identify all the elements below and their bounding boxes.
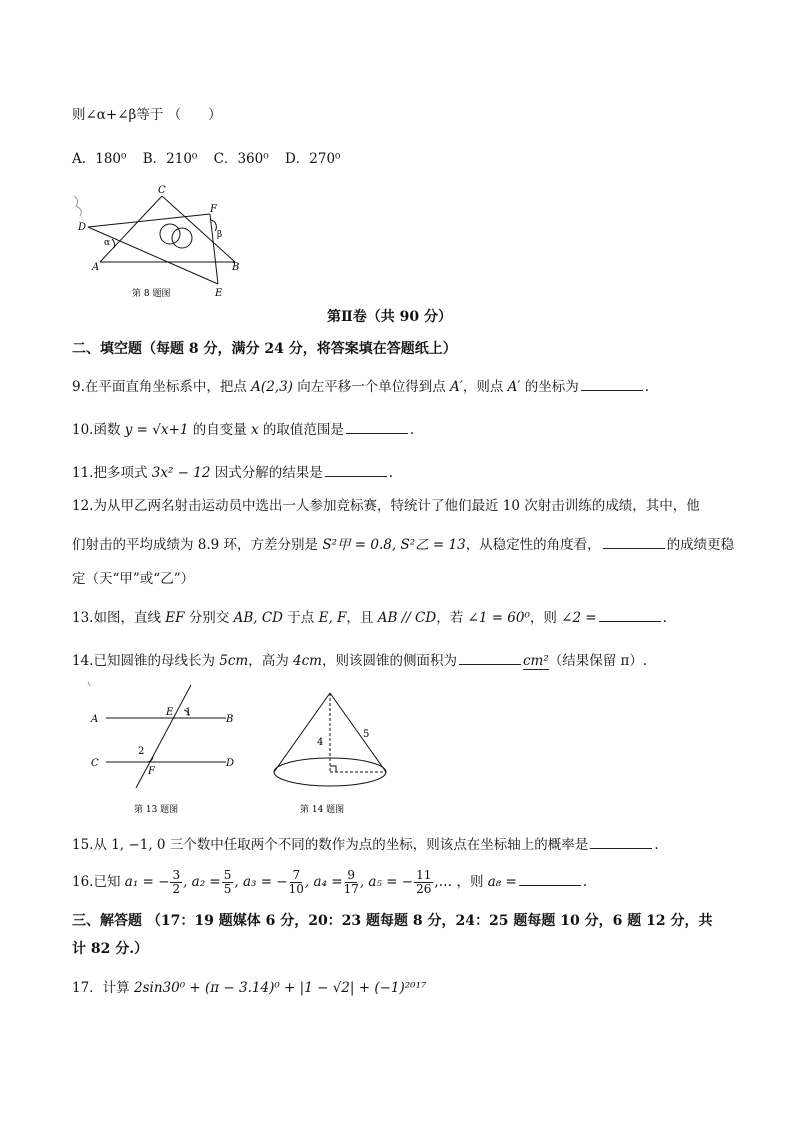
q16-period: . [582,874,588,890]
question-10 [72,419,414,439]
q13-parallel: AB // CD [377,610,437,626]
label-2: 2 [138,746,145,757]
q16-a5: , a₅ = − [359,874,414,890]
figure-13 [86,680,246,820]
label-a: A [91,714,99,725]
q15-text-2: 三个数中任取两个不同的数作为点的坐标，则该点在坐标轴上的概率是 [165,837,589,853]
q16-frac-5 [414,869,433,896]
q14-text-4: （结果保留 π）. [548,653,648,669]
q10-period: . [409,422,415,438]
section3-title-line-1: 三、解答题 （17：19 题媒体 6 分，20：23 题每题 8 分，24：25 题每题 10 分，6 题 12 分，共 [72,913,713,929]
frac-denominator: 2 [172,882,181,896]
q13-text-2: 分别交 [184,610,234,626]
frac-numerator: 11 [416,868,432,882]
option-d: D．270⁰ [284,151,341,167]
q14-text-3: ，则该圆锥的侧面积为 [321,653,457,669]
q10-function: y = √x+1 [124,422,189,438]
frac-denominator: 5 [223,882,232,896]
q16-a1: a₁ = − [124,874,170,890]
q16-frac-1 [170,869,182,896]
q10-variable: x [251,422,259,438]
label-f: F [148,766,155,777]
q11-text-2: 因式分解的结果是 [210,465,323,481]
figure-14 [266,685,396,820]
q16-a4: , a₄ = [304,874,343,890]
label-e: E [215,288,223,299]
question-9 [72,376,649,396]
q16-frac-3 [289,869,304,896]
label-slant: 5 [363,729,370,740]
q10-answer-blank[interactable] [346,419,408,434]
q14-answer-blank[interactable] [459,650,521,665]
frac-denominator: 26 [416,882,432,896]
section2-title: 二、填空题（每题 8 分，满分 24 分，将答案填在答题纸上） [72,341,457,357]
q9-text-2: 向左平移一个单位得到点 [292,379,451,395]
q14-unit: cm² [522,653,549,669]
q12-text: 们射击的平均成绩为 8.9 环，方差分别是 [72,537,323,553]
label-b: B [232,262,240,273]
q17-expression: 2sin30⁰ + (π − 3.14)⁰ + |1 − √2| + (−1)²⁰¹⁷ [133,980,427,996]
option-c: C．360⁰ [213,151,269,167]
q8-options [72,150,340,168]
q15-text: 15.从 [72,837,112,853]
q14-height: 4cm [293,653,322,669]
q16-tail: ,… ，则 [434,874,488,890]
label-c: C [91,758,99,769]
label-d: D [226,758,235,769]
label-a: A [92,262,100,273]
q13-angle-2: ∠2 = [561,610,597,626]
option-b: B．210⁰ [142,151,198,167]
question-12-line-2 [72,534,734,554]
question-12-line-3: 定（天“甲”或“乙”） [72,571,195,587]
q15-period: . [654,837,659,853]
question-16 [72,866,587,898]
label-beta: β [217,230,223,240]
question-11 [72,462,393,482]
q13-text-6: ，则 [529,610,562,626]
label-e: E [166,707,174,718]
frac-denominator: 10 [288,882,304,896]
q13-text-4: ，且 [346,610,378,626]
q9-text-3: ，则点 [462,379,508,395]
q9-point-a-prime-2: A′ [507,379,521,395]
part2-title: 第Ⅱ卷（共 90 分） [327,309,453,325]
q11-text: 11.把多项式 [72,465,152,481]
q16-a3: , a₃ = − [234,874,288,890]
q13-text-5: ，若 [436,610,468,626]
label-height: 4 [317,737,324,748]
frac-denominator: 17 [343,882,359,896]
q13-points: E, F [318,610,347,626]
q10-text: 10.函数 [72,422,125,438]
q13-answer-blank[interactable] [599,607,661,622]
q11-polynomial: 3x² − 12 [151,465,211,481]
q13-line-ef: EF [165,610,185,626]
q14-text: 14.已知圆锥的母线长为 [72,653,220,669]
label-d: D [78,222,87,233]
q13-text: 13.如图，直线 [72,610,166,626]
q9-text: 9.在平面直角坐标系中，把点 [72,379,252,395]
option-a: A．180⁰ [72,151,127,167]
q13-angle-1: ∠1 = 60⁰ [467,610,530,626]
q11-answer-blank[interactable] [325,462,387,477]
question-15 [72,834,659,854]
question-13 [72,607,667,627]
fig14-caption: 第 14 题图 [300,805,345,815]
q17-text: 17．计算 [72,980,134,996]
frac-numerator: 5 [223,868,232,882]
fig8-caption: 第 8 题图 [132,289,171,299]
q12-text-3: 的成绩更稳 [666,537,735,553]
q15-numbers: 1, −1, 0 [111,837,166,853]
q16-a8: a₈ = [487,874,517,890]
frac-numerator: 7 [292,868,301,882]
q16-answer-blank[interactable] [519,871,581,886]
q14-slant: 5cm [219,653,249,669]
q14-text-2: ，高为 [248,653,294,669]
q9-point-a: A(2,3) [251,379,293,395]
label-alpha: α [104,238,111,248]
q9-answer-blank[interactable] [581,376,643,391]
q9-text-4: 的坐标为 [520,379,579,395]
q16-frac-2 [222,869,234,896]
q12-text-2: ，从稳定性的角度看， [465,537,601,553]
q16-frac-4 [344,869,359,896]
frac-numerator: 3 [172,868,181,882]
q15-answer-blank[interactable] [590,834,652,849]
q16-a2: , a₂ = [183,874,221,890]
q12-answer-blank[interactable] [603,534,665,549]
q10-text-3: 的取值范围是 [258,422,344,438]
q11-period: . [388,465,394,481]
q10-text-2: 的自变量 [188,422,251,438]
label-c: C [158,185,166,196]
question-12-line-1: 12.为从甲乙两名射击运动员中选出一人参加竞标赛，特统计了他们最近 10 次射击训练的成绩，其中，他 [72,498,700,514]
q16-text: 16.已知 [72,874,125,890]
q12-variances: S²甲 = 0.8, S²乙 = 13 [322,537,466,553]
frac-numerator: 9 [347,868,356,882]
q13-period: . [662,610,668,626]
label-f: F [210,204,217,215]
q13-text-3: 于点 [283,610,319,626]
section3-title-line-2: 计 82 分.） [72,941,149,957]
fig13-caption: 第 13 题图 [134,805,179,815]
question-14 [72,650,647,670]
q13-lines: AB, CD [233,610,283,626]
q9-point-a-prime: A′ [450,379,463,395]
q9-period: . [644,379,650,395]
question-17 [72,979,426,997]
label-1: 1 [185,707,192,718]
label-b: B [226,714,234,725]
q8-stem: 则∠α+∠β等于 （ ） [72,107,222,123]
figure-8 [70,182,260,312]
